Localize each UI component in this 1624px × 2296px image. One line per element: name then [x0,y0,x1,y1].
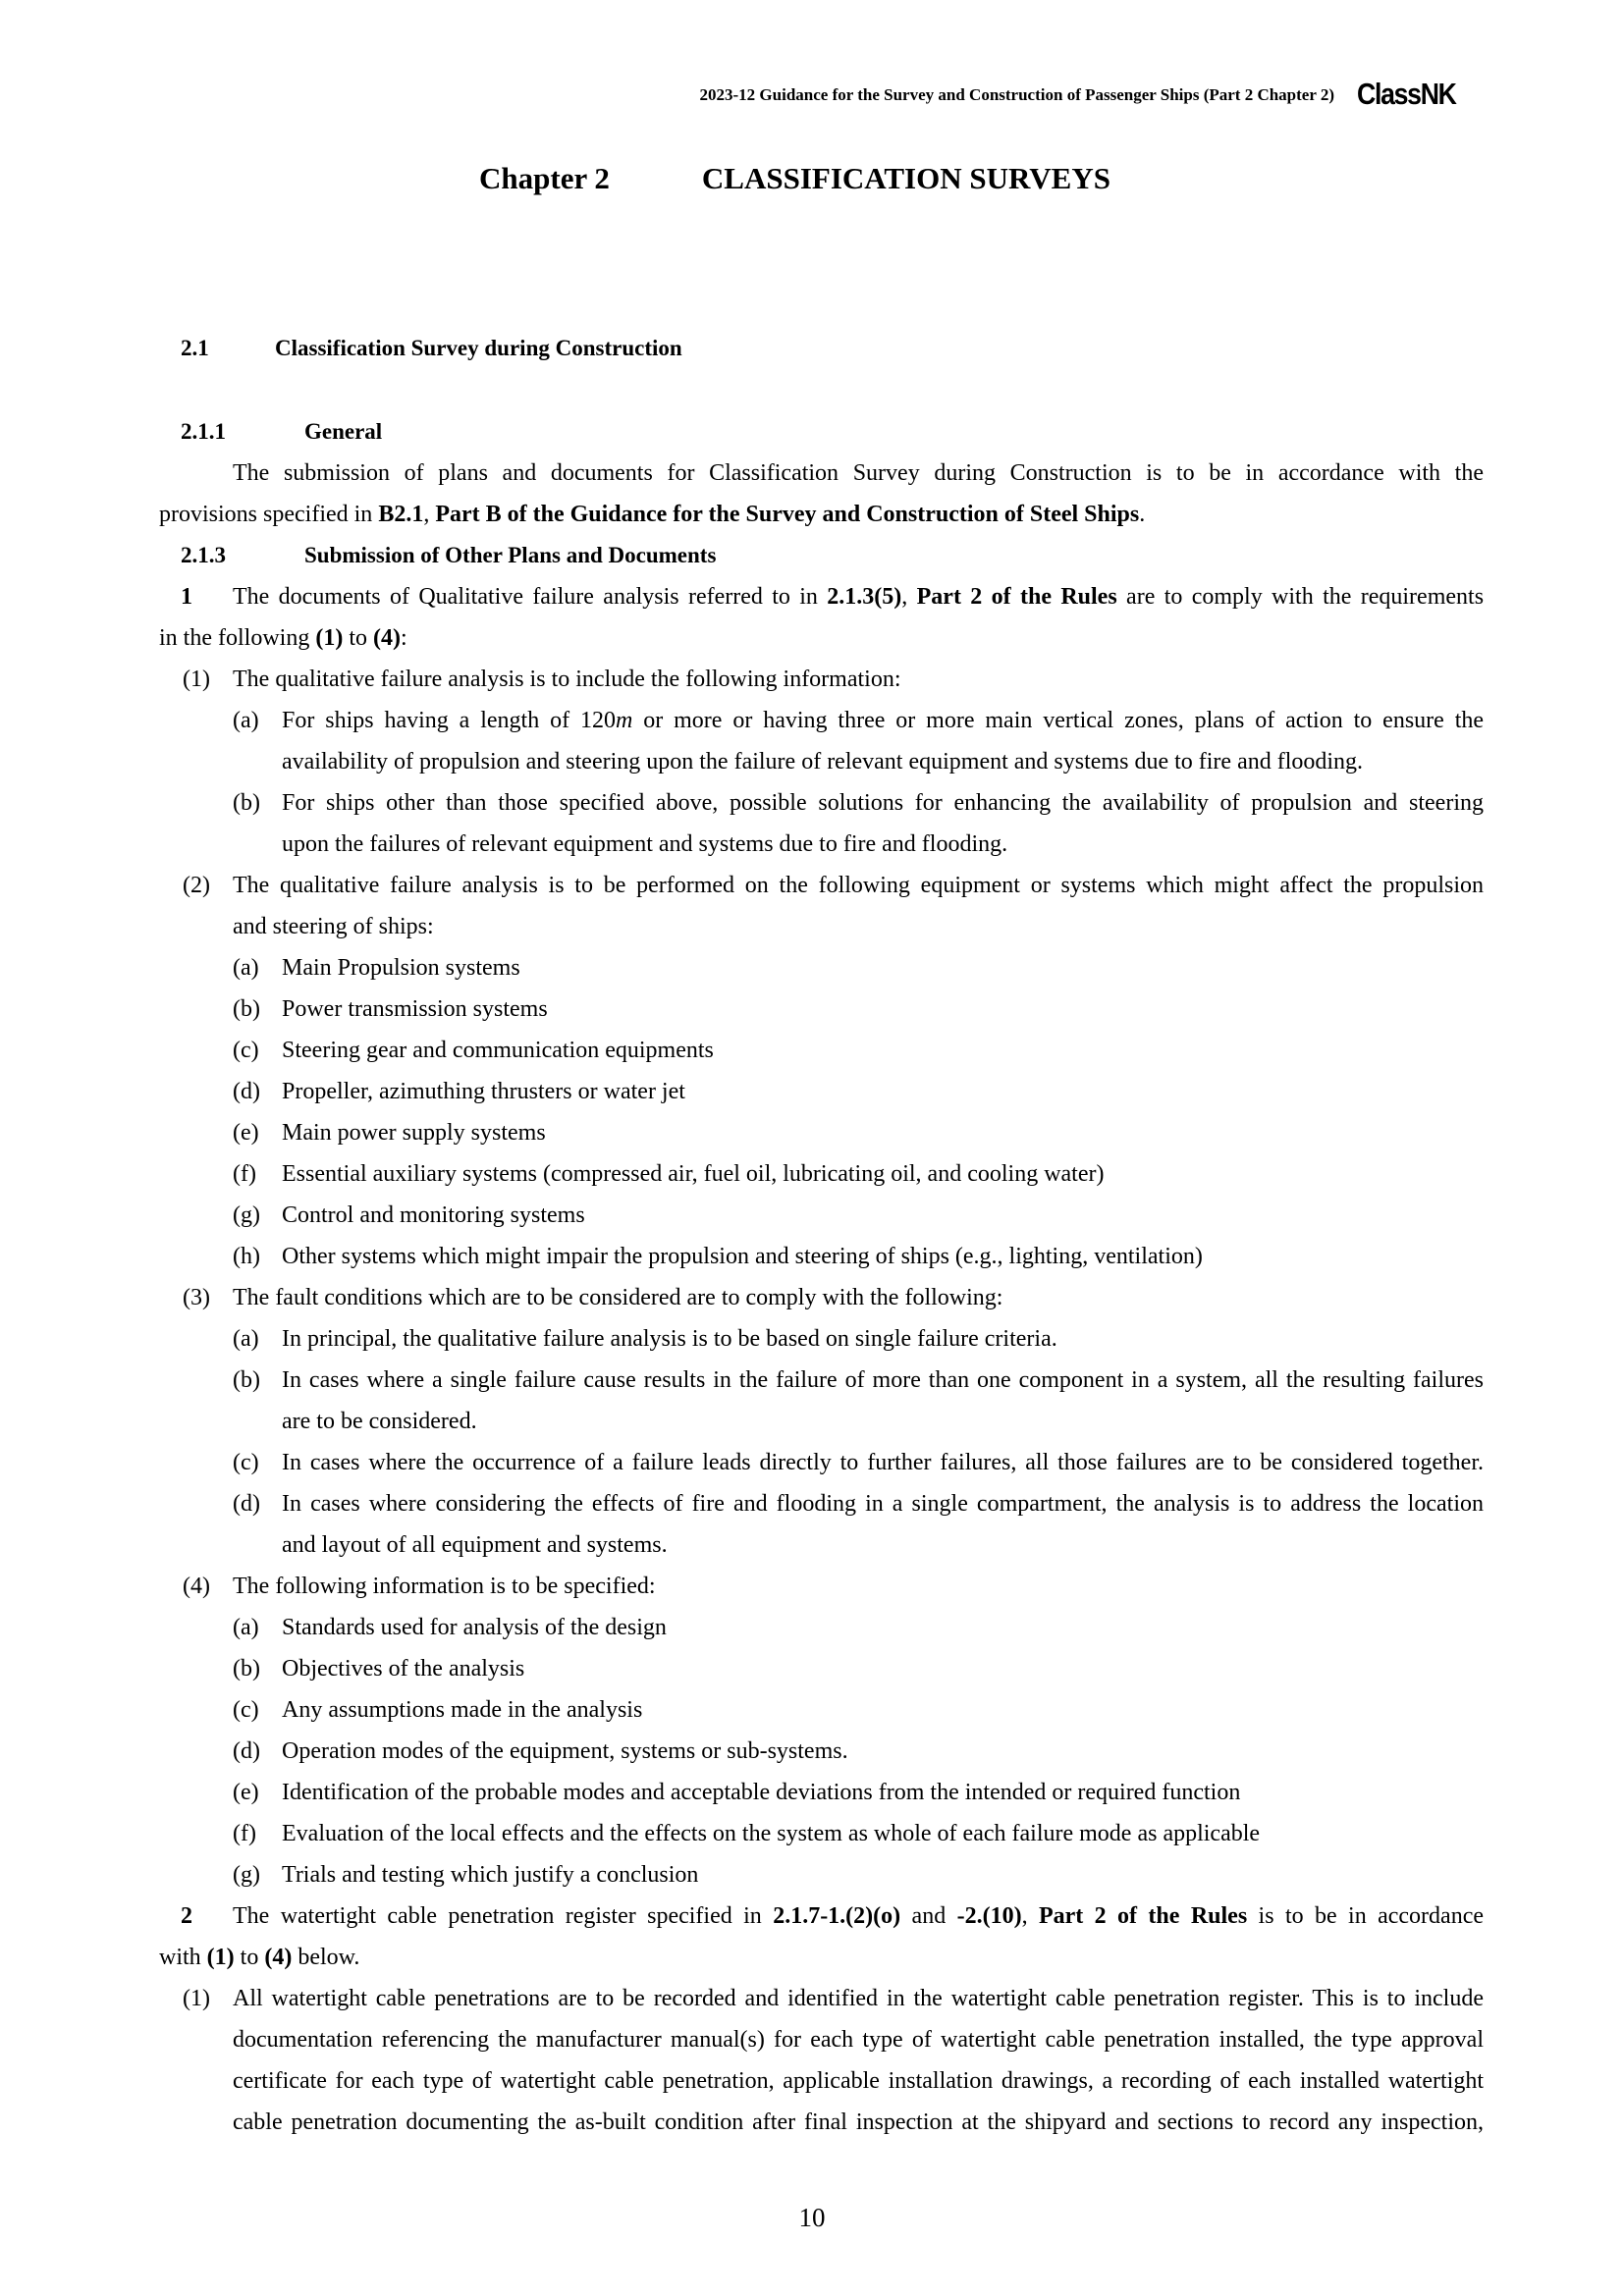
text: to [349,625,367,651]
subitem-label: (f) [233,1821,256,1846]
item-label: (4) [183,1574,210,1599]
subitem-text: Any assumptions made in the analysis [282,1697,643,1723]
paragraph-line [159,1946,359,1969]
text: or more or having three or more main vertical zones, plans of action to ensure the [643,708,1485,733]
subitem-text: Steering gear and communication equipments [282,1038,714,1063]
reference: (1) [206,1945,235,1970]
item-text: documentation referencing the manufacturer manual(s) for each type of watertight cable penetration installed, the type approval [233,2027,1484,2053]
reference: -2.(10) [956,1903,1022,1929]
reference: 2.1.7-1.(2)(o) [773,1903,901,1929]
text: The documents of Qualitative failure analysis referred to in [233,584,818,610]
subitem-text: Propeller, azimuthing thrusters or water jet [282,1079,685,1104]
text: in the following [159,625,310,651]
item-text: The qualitative failure analysis is to include the following information: [233,667,901,692]
subitem-text: Identification of the probable modes and acceptable deviations from the intended or required function [282,1780,1241,1805]
subitem-label: (d) [233,1079,260,1104]
subitem-text: Main power supply systems [282,1120,546,1146]
text: , [423,502,430,527]
subitem-label: (h) [233,1244,260,1269]
section-title: Classification Survey during Construction [275,336,682,360]
subitem-text: In cases where a single failure cause results in the failure of more than one component in a system, all the resulting failures [282,1367,1484,1393]
reference: (4) [372,625,401,651]
subitem-text: Power transmission systems [282,996,548,1022]
text: below. [298,1945,360,1970]
subsection-title: General [304,419,383,444]
subitem-label: (e) [233,1120,259,1146]
subitem-text: For ships other than those specified above, possible solutions for enhancing the availability of propulsion and steering [282,790,1484,816]
text: to [240,1945,259,1970]
subitem-text: Control and monitoring systems [282,1202,585,1228]
reference: Part 2 of the Rules [1038,1903,1248,1929]
running-header: 2023-12 Guidance for the Survey and Construction of Passenger Ships (Part 2 Chapter 2) [699,85,1334,104]
subitem-label: (d) [233,1738,260,1764]
text: The watertight cable penetration register specified in [233,1903,762,1929]
item-text: The qualitative failure analysis is to be performed on the following equipment or systems which might affect the propulsion [233,873,1484,898]
reference: (1) [315,625,344,651]
subitem-text: Objectives of the analysis [282,1656,525,1682]
item-label: (3) [183,1285,210,1310]
chapter-number: Chapter 2 [479,161,610,195]
text: , [901,584,908,610]
subsection-title: Submission of Other Plans and Documents [304,543,717,567]
item-label: (2) [183,873,210,898]
subitem-label: (c) [233,1450,259,1475]
paragraph-line [159,503,1145,526]
text: and [911,1903,947,1929]
subitem-label: (b) [233,790,260,816]
subitem-text: Standards used for analysis of the design [282,1615,667,1640]
subsection-number: 2.1.3 [181,543,226,567]
reference: Part 2 of the Rules [916,584,1117,610]
subitem-text: Operation modes of the equipment, systems or sub-systems. [282,1738,848,1764]
item-text: and steering of ships: [233,914,434,939]
item-text: All watertight cable penetrations are to be recorded and identified in the watertight cable penetration register. This is to include [233,1986,1484,2011]
subitem-label: (c) [233,1038,259,1063]
subitem-label: (g) [233,1202,260,1228]
reference: 2.1.3(5) [827,584,902,610]
subitem-text [282,709,1484,732]
item-text: cable penetration documenting the as-built condition after final inspection at the shipyard and sections to record any inspection, [233,2109,1484,2135]
paragraph-line [233,585,1484,609]
subitem-text: Other systems which might impair the propulsion and steering of ships (e.g., lighting, ventilation) [282,1244,1203,1269]
reference: (4) [264,1945,293,1970]
subitem-text: In cases where considering the effects of fire and flooding in a single compartment, the analysis is to address the location [282,1491,1484,1517]
subitem-text: are to be considered. [282,1409,477,1434]
subitem-label: (e) [233,1780,259,1805]
item-label: (1) [183,667,210,692]
paragraph-number: 1 [181,584,192,610]
page-number: 10 [798,2203,826,2232]
subitem-text: upon the failures of relevant equipment and systems due to fire and flooding. [282,831,1008,857]
subitem-label: (a) [233,1326,259,1352]
subsection-number: 2.1.1 [181,419,226,444]
subitem-label: (c) [233,1697,259,1723]
text: with [159,1945,201,1970]
text: . [1139,502,1146,527]
text: are to comply with the requirements [1126,584,1485,610]
subitem-label: (a) [233,708,259,733]
subitem-label: (b) [233,1367,260,1393]
text: For ships having a length of 120 [282,708,616,733]
section-number: 2.1 [181,336,209,360]
subitem-label: (a) [233,1615,259,1640]
paragraph-line: The submission of plans and documents for Classification Survey during Construction is to be in accordance with the [233,460,1484,486]
subitem-label: (f) [233,1161,256,1187]
unit: m [616,708,633,733]
subitem-text: Evaluation of the local effects and the effects on the system as whole of each failure mode as applicable [282,1821,1261,1846]
subitem-text: availability of propulsion and steering upon the failure of relevant equipment and systems due to fire and flooding. [282,749,1364,774]
text: : [400,625,407,651]
item-text: The fault conditions which are to be considered are to comply with the following: [233,1285,1003,1310]
item-label: (1) [183,1986,210,2011]
paragraph-line [159,626,407,650]
reference: Part B of the Guidance for the Survey and Construction of Steel Ships [435,502,1140,527]
subitem-label: (d) [233,1491,260,1517]
subitem-label: (b) [233,996,260,1022]
classnk-logo: ClassNK [1357,77,1456,111]
paragraph-line [233,1904,1484,1928]
text: , [1021,1903,1028,1929]
subitem-text: Main Propulsion systems [282,955,520,981]
reference: B2.1 [378,502,424,527]
item-text: The following information is to be specified: [233,1574,656,1599]
subitem-text: and layout of all equipment and systems. [282,1532,668,1558]
subitem-text: In cases where the occurrence of a failure leads directly to further failures, all those failures are to be considered together. [282,1450,1484,1475]
subitem-label: (b) [233,1656,260,1682]
subitem-text: Trials and testing which justify a conclusion [282,1862,699,1888]
text: is to be in accordance [1258,1903,1485,1929]
subitem-text: In principal, the qualitative failure analysis is to be based on single failure criteria. [282,1326,1057,1352]
subitem-label: (g) [233,1862,260,1888]
item-text: certificate for each type of watertight cable penetration, applicable installation drawings, a recording of each installed watertight [233,2068,1484,2094]
chapter-name: CLASSIFICATION SURVEYS [701,161,1110,195]
subitem-label: (a) [233,955,259,981]
text: provisions specified in [159,502,373,527]
paragraph-number: 2 [181,1903,192,1929]
chapter-title [479,161,1110,196]
subitem-text: Essential auxiliary systems (compressed air, fuel oil, lubricating oil, and cooling water) [282,1161,1105,1187]
